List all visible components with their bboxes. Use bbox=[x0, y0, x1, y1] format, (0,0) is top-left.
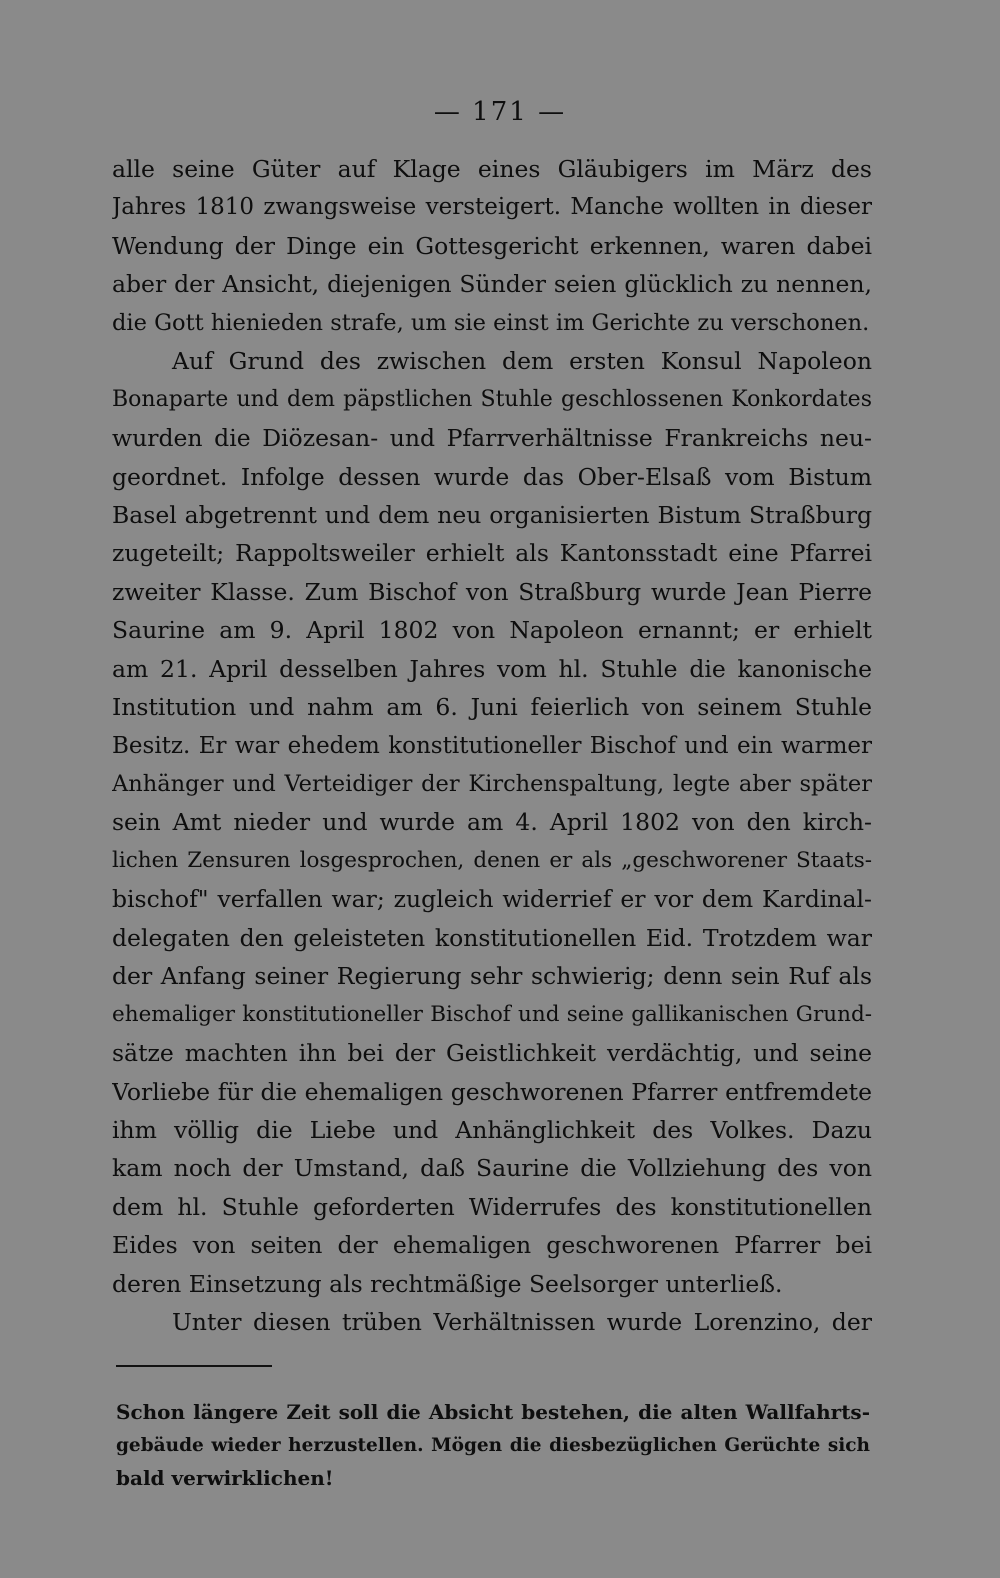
text-line: sein Amt nieder und wurde am 4. April 1802 von den kirch- bbox=[112, 808, 872, 837]
text-line: Wendung der Dinge ein Gottesgericht erkennen, waren dabei bbox=[112, 231, 872, 260]
text-line: deren Einsetzung als rechtmäßige Seelsorger unterließ. bbox=[112, 1269, 783, 1298]
body-text bbox=[112, 150, 872, 1342]
footnote-separator bbox=[116, 1365, 272, 1367]
text-line: kam noch der Umstand, daß Saurine die Vollziehung des von bbox=[112, 1154, 872, 1183]
paragraph-start-line: Unter diesen trüben Verhältnissen wurde Lorenzino, der bbox=[172, 1308, 872, 1337]
text-line: der Anfang seiner Regierung sehr schwierig; denn sein Ruf als bbox=[112, 962, 872, 991]
text-line: Jahres 1810 zwangsweise versteigert. Manche wollten in dieser bbox=[112, 194, 872, 221]
paragraph-start-line: Auf Grund des zwischen dem ersten Konsul Napoleon bbox=[172, 347, 872, 376]
text-line: Saurine am 9. April 1802 von Napoleon ernannt; er erhielt bbox=[112, 616, 872, 645]
text-line: die Gott hienieden strafe, um sie einst im Gerichte zu verschonen. bbox=[112, 309, 870, 336]
footnote-line: Schon längere Zeit soll die Absicht bestehen, die alten Wallfahrts- bbox=[116, 1400, 870, 1424]
text-line: alle seine Güter auf Klage eines Gläubigers im März des bbox=[112, 155, 872, 183]
text-line: geordnet. Infolge dessen wurde das Ober-Elsaß vom Bistum bbox=[112, 462, 872, 491]
text-line: Institution und nahm am 6. Juni feierlich von seinem Stuhle bbox=[112, 693, 872, 722]
text-line: bischof" verfallen war; zugleich widerrief er vor dem Kardinal- bbox=[112, 885, 872, 914]
text-line: Eides von seiten der ehemaligen geschworenen Pfarrer bei bbox=[112, 1231, 872, 1260]
text-line: ehemaliger konstitutioneller Bischof und seine gallikanischen Grund- bbox=[112, 1001, 872, 1027]
text-line: Vorliebe für die ehemaligen geschworenen Pfarrer entfremdete bbox=[112, 1077, 872, 1106]
footnote-line: gebäude wieder herzustellen. Mögen die diesbezüglichen Gerüchte sich bbox=[116, 1435, 870, 1456]
text-line: dem hl. Stuhle geforderten Widerrufes des konstitutionellen bbox=[112, 1192, 872, 1221]
text-line: Anhänger und Verteidiger der Kirchenspaltung, legte aber später bbox=[112, 771, 872, 797]
text-line: wurden die Diözesan- und Pfarrverhältnisse Frankreichs neu- bbox=[112, 424, 872, 453]
text-line: zugeteilt; Rappoltsweiler erhielt als Kantonsstadt eine Pfarrei bbox=[112, 539, 872, 568]
text-line: sätze machten ihn bei der Geistlichkeit verdächtig, und seine bbox=[112, 1039, 872, 1068]
text-line: zweiter Klasse. Zum Bischof von Straßburg wurde Jean Pierre bbox=[112, 577, 872, 606]
text-line: am 21. April desselben Jahres vom hl. Stuhle die kanonische bbox=[112, 654, 872, 683]
footnote bbox=[116, 1396, 870, 1495]
text-line: lichen Zensuren losgesprochen, denen er als „geschworener Staats- bbox=[112, 847, 872, 873]
page-number: — 171 — bbox=[433, 97, 567, 127]
text-line: Besitz. Er war ehedem konstitutioneller Bischof und ein warmer bbox=[112, 732, 872, 759]
text-line: Basel abgetrennt und dem neu organisierten Bistum Straßburg bbox=[112, 500, 872, 529]
text-line: delegaten den geleisteten konstitutionellen Eid. Trotzdem war bbox=[112, 923, 872, 952]
text-line: Bonaparte und dem päpstlichen Stuhle geschlossenen Konkordates bbox=[112, 386, 872, 412]
text-line: aber der Ansicht, diejenigen Sünder seien glücklich zu nennen, bbox=[112, 270, 872, 299]
text-line: ihm völlig die Liebe und Anhänglichkeit des Volkes. Dazu bbox=[112, 1115, 872, 1144]
footnote-line: bald verwirklichen! bbox=[116, 1466, 334, 1490]
